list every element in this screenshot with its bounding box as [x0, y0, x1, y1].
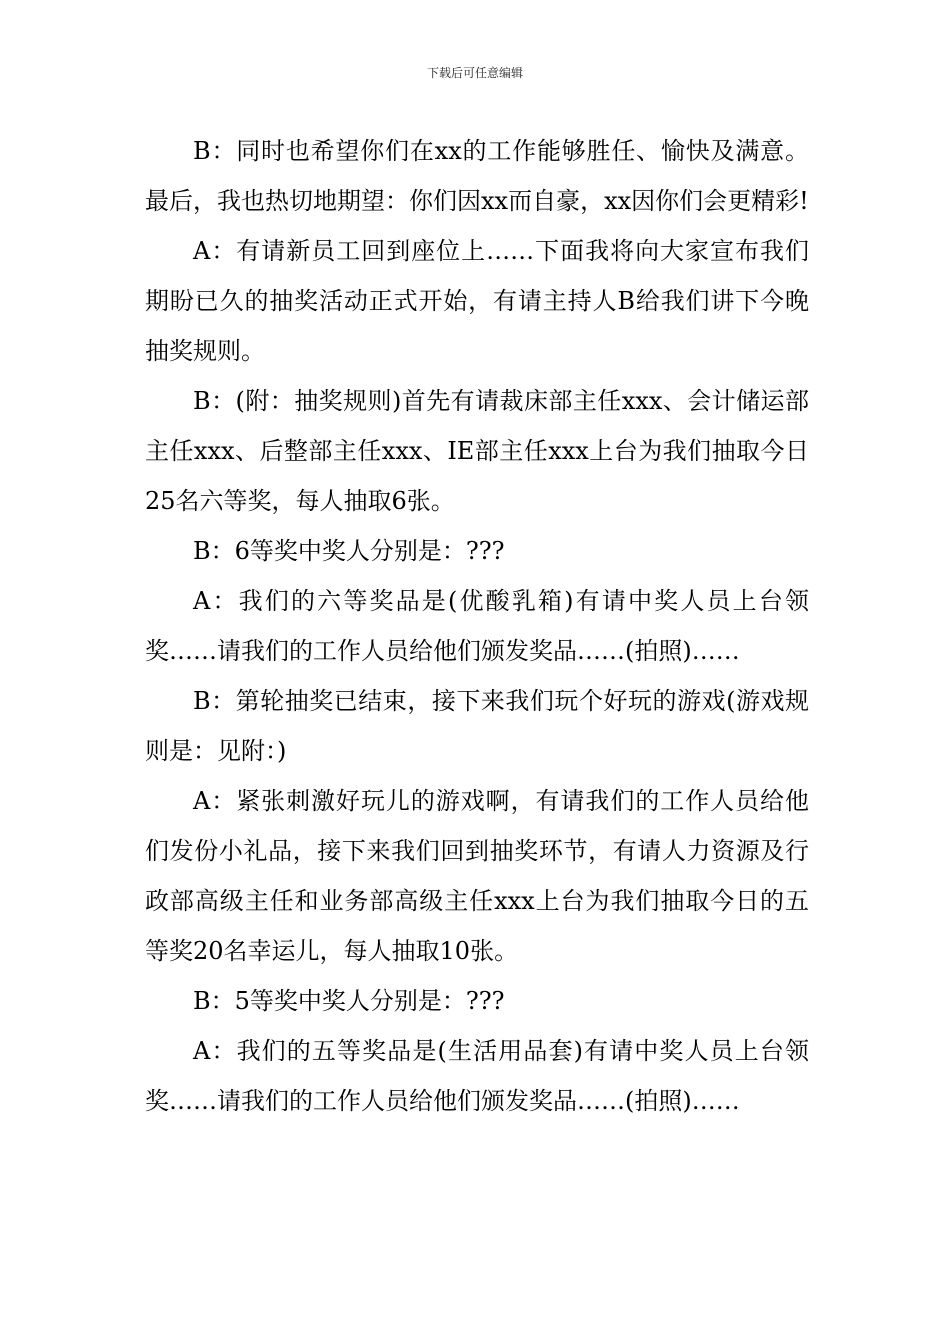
paragraph: B：6等奖中奖人分别是：???	[193, 537, 505, 565]
document-body	[145, 126, 809, 1126]
page-header: 下载后可任意编辑	[426, 66, 523, 80]
paragraph: B：5等奖中奖人分别是：???	[193, 987, 505, 1015]
paragraph: A：紧张刺激好玩儿的游戏啊，有请我们的工作人员给他们发份小礼品，接下来我们回到抽奖环节，有请人力资源及行政部高级主任和业务部高级主任xxx上台为我们抽取今日的五等奖20名幸运儿，每人抽取10张。	[145, 787, 809, 965]
paragraph: B：(附：抽奖规则)首先有请裁床部主任xxx、会计储运部主任xxx、后整部主任xxx、IE部主任xxx上台为我们抽取今日25名六等奖，每人抽取6张。	[145, 387, 809, 515]
paragraph: A：有请新员工回到座位上……下面我将向大家宣布我们期盼已久的抽奖活动正式开始，有请主持人B给我们讲下今晚抽奖规则。	[145, 237, 809, 365]
paragraph: A：我们的六等奖品是(优酸乳箱)有请中奖人员上台领奖……请我们的工作人员给他们颁发奖品……(拍照)……	[145, 587, 809, 665]
paragraph: B：同时也希望你们在xx的工作能够胜任、愉快及满意。最后，我也热切地期望：你们因xx而自豪，xx因你们会更精彩!	[145, 137, 809, 215]
paragraph: B：第轮抽奖已结束，接下来我们玩个好玩的游戏(游戏规则是：见附：)	[145, 687, 809, 765]
paragraph: A：我们的五等奖品是(生活用品套)有请中奖人员上台领奖……请我们的工作人员给他们颁发奖品……(拍照)……	[145, 1037, 809, 1115]
